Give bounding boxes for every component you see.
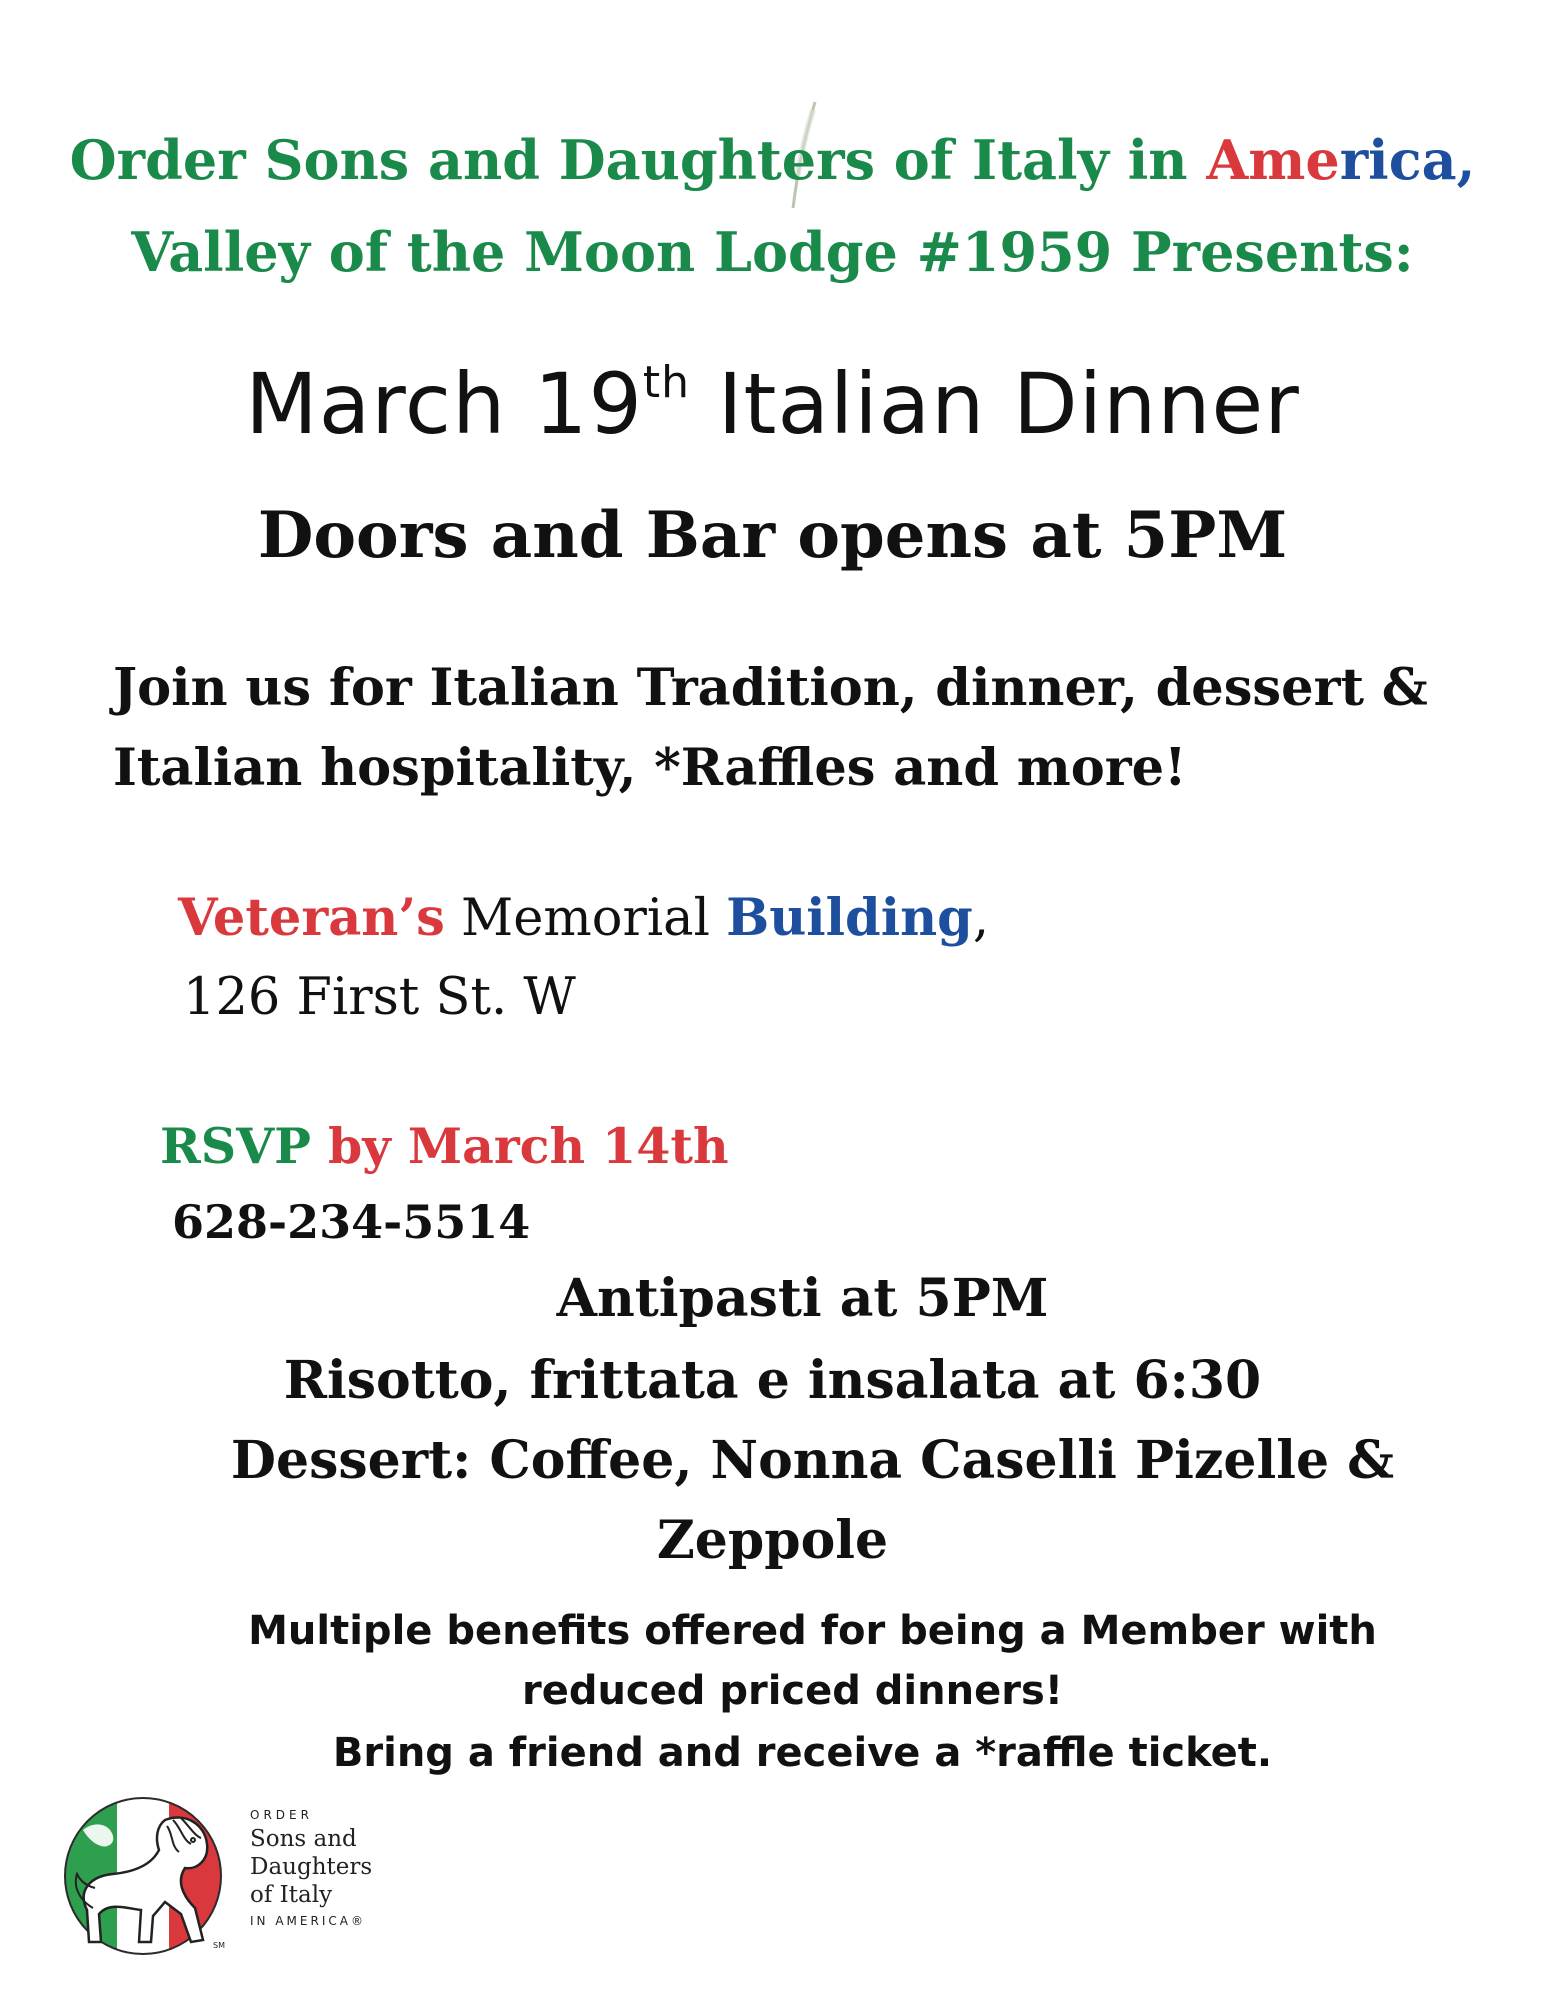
- rsvp-date: by March 14th: [310, 1117, 729, 1175]
- benefits-line-1: Multiple benefits offered for being a Member with: [248, 1608, 1377, 1654]
- menu-dessert-cont: Zeppole: [656, 1510, 889, 1571]
- header-america-blue: rica,: [1339, 128, 1476, 192]
- svg-text:SM: SM: [213, 1941, 225, 1950]
- logo-sons-text: Sons and: [250, 1826, 357, 1852]
- header-org-name: Order Sons and Daughters of Italy in: [69, 128, 1207, 192]
- osdia-logo: [55, 1790, 415, 1955]
- header-america-red: Ame: [1206, 128, 1340, 192]
- logo-daughters-text: Daughters: [250, 1854, 373, 1880]
- title-ordinal: th: [642, 357, 691, 408]
- menu-dessert: Dessert: Coffee, Nonna Caselli Pizelle &: [230, 1430, 1395, 1491]
- benefits-line-2: reduced priced dinners!: [521, 1668, 1064, 1714]
- venue-street: 126 First St. W: [183, 968, 576, 1027]
- venue-name: [178, 888, 989, 948]
- venue-word-building: Building: [726, 888, 973, 948]
- invite-line-2: Italian hospitality, *Raffles and more!: [113, 738, 1187, 798]
- title-date: March 19: [245, 355, 643, 453]
- header-line-1: [0, 128, 1545, 192]
- venue-word-memorial: Memorial: [444, 889, 727, 948]
- venue-word-veterans: Veteran’s: [178, 888, 445, 948]
- header-line-2: Valley of the Moon Lodge #1959 Presents:: [131, 220, 1414, 284]
- menu-antipasti: Antipasti at 5PM: [556, 1268, 1049, 1329]
- benefits-line-3: Bring a friend and receive a *raffle ticket.: [332, 1730, 1273, 1776]
- logo-america-text: IN AMERICA®: [250, 1914, 366, 1928]
- event-title: [0, 355, 1545, 453]
- venue-comma: ,: [972, 889, 990, 948]
- invite-line-1: Join us for Italian Tradition, dinner, dessert &: [113, 658, 1428, 718]
- menu-main-course: Risotto, frittata e insalata at 6:30: [283, 1350, 1262, 1411]
- logo-italy-text: of Italy: [250, 1882, 333, 1908]
- logo-order-text: ORDER: [250, 1808, 313, 1822]
- rsvp-label: RSVP: [160, 1117, 311, 1175]
- rsvp-phone: 628-234-5514: [172, 1195, 531, 1249]
- doors-time: Doors and Bar opens at 5PM: [257, 498, 1288, 573]
- lion-emblem-icon: [55, 1790, 245, 1955]
- title-name: Italian Dinner: [690, 355, 1300, 453]
- rsvp-deadline: [160, 1117, 729, 1175]
